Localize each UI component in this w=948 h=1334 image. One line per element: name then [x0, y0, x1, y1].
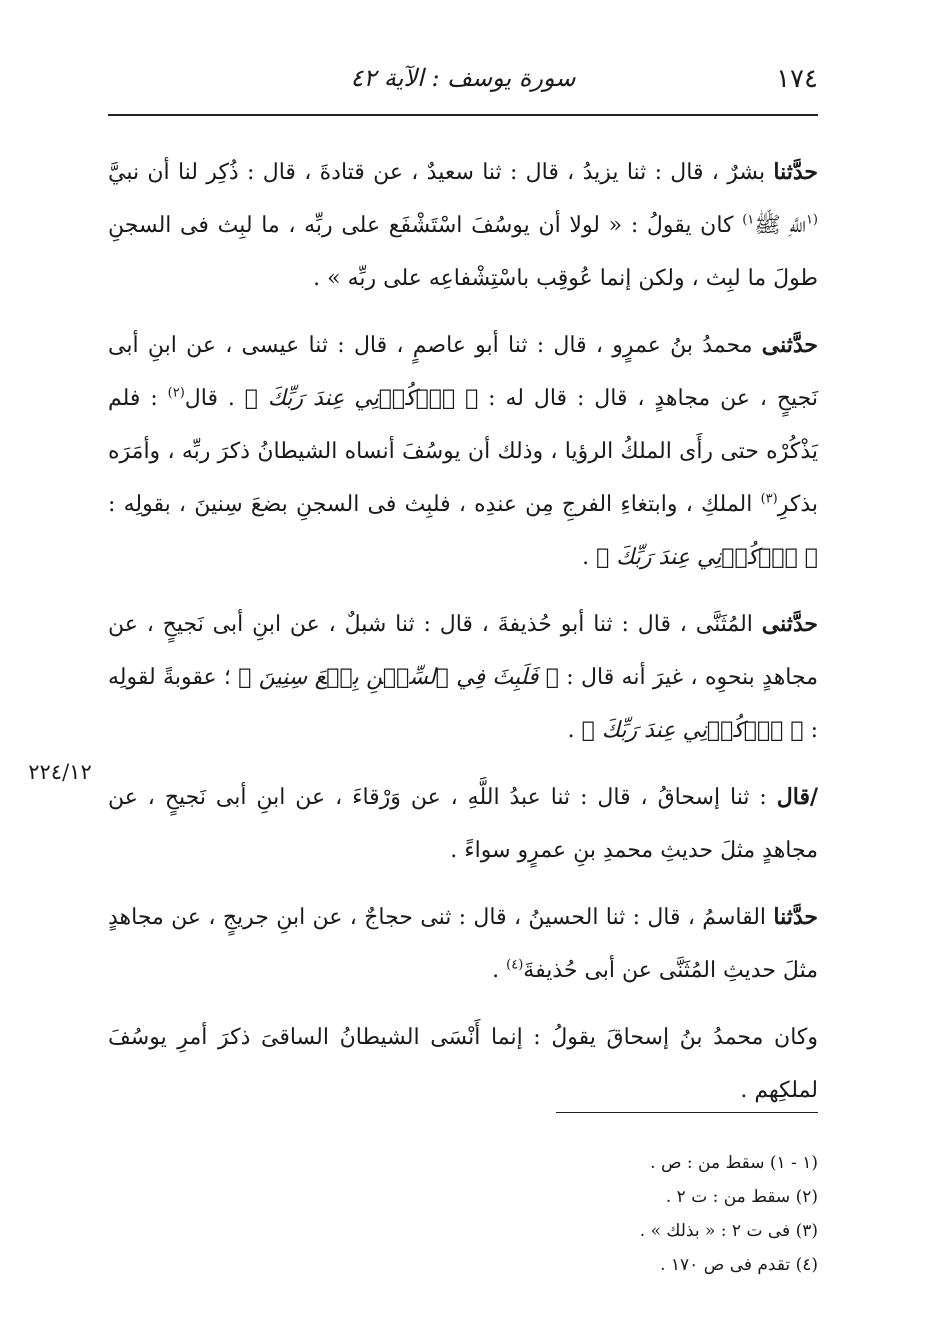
- margin-reference: ٢٢٤/١٢: [28, 760, 92, 784]
- footnotes: [108, 1146, 818, 1282]
- text-run: ؛ عقوبةً لقولِه :: [108, 665, 818, 743]
- text-run: .: [492, 958, 507, 983]
- quran-quote: ﴿ فَلَبِثَ فِي ٱلسِّجۡنِ بِضۡعَ سِنِينَ ﴾: [238, 665, 559, 690]
- footnote-marker: (٤): [506, 957, 524, 973]
- text-run: .: [582, 545, 597, 570]
- paragraph-3: [108, 598, 818, 757]
- footnote-marker: (٣): [760, 491, 778, 507]
- paragraph-5: [108, 891, 818, 997]
- footnote-marker: (١: [805, 212, 818, 228]
- paragraph-lead: /قال: [776, 784, 818, 810]
- text-run: اللَّهِ ﷺ: [754, 213, 806, 238]
- footnote: (٣) فى ت ٢ : « بذلك » .: [639, 1221, 818, 1241]
- quran-quote: ﴿ ٱذۡكُرۡنِي عِندَ رَبِّكَ ﴾: [581, 718, 804, 743]
- footnote-rule: [556, 1112, 818, 1113]
- text-run: . قال: [184, 386, 245, 411]
- footnote: (٤) تقدم فى ص ١٧٠ .: [660, 1255, 818, 1275]
- paragraph-2: [108, 319, 818, 584]
- page-number: ١٧٤: [776, 64, 818, 94]
- footnote-marker: (٢): [167, 385, 185, 401]
- main-text: [108, 146, 818, 1131]
- paragraph-6: [108, 1011, 818, 1117]
- text-run: : فلم يَذْكُرْه حتى رأَى الملكُ الرؤيا ، وذلك أن يوسُفَ أنساه الشيطانُ ذكرَ ربِّه ، وأمَرَه بذكرِ: [108, 386, 818, 517]
- header-rule: [108, 114, 818, 116]
- paragraph-4: [108, 771, 818, 877]
- text-run: .: [567, 718, 582, 743]
- paragraph-lead: حدَّثنى: [761, 611, 818, 637]
- paragraph-1: [108, 146, 818, 305]
- footnote: (٢) سقط من : ت ٢ .: [665, 1187, 818, 1207]
- quran-quote: ﴿ ٱذۡكُرۡنِي عِندَ رَبِّكَ ﴾: [596, 545, 818, 570]
- text-run: كان يقولُ : « لولا أن يوسُفَ اسْتَشْفَع على ربِّه ، ما لبِث فى السجنِ طولَ ما لبِث ، ولكن إنما عُوقِب باسْتِشْفاعِه على ربِّه » .: [108, 213, 818, 291]
- text-run: المُثَنَّى ، قال : ثنا أبو حُذيفةَ ، قال : ثنا شبلٌ ، عن ابنِ أبى نَجيحٍ ، عن مجاهدٍ بنحوِه ، غيرَ أنه قال :: [108, 612, 818, 690]
- text-run: بشرٌ ، قال : ثنا يزيدُ ، قال : ثنا سعيدٌ ، عن قتادةَ ، قال : ذُكِر لنا أن نبيَّ: [108, 160, 774, 185]
- running-header: [108, 62, 818, 102]
- header-title: سورة يوسف : الآية ٤٢: [350, 64, 576, 92]
- paragraph-lead: حدَّثنى: [761, 332, 818, 358]
- footnote: (١ - ١) سقط من : ص .: [650, 1153, 818, 1173]
- paragraph-lead: حدَّثنا: [773, 159, 818, 185]
- text-run: محمدُ بنُ عمرٍو ، قال : ثنا أبو عاصمٍ ، قال : ثنا عيسى ، عن ابنِ أبى نَجيحٍ ، عن مجاهدٍ ، قال : قال له :: [108, 333, 818, 411]
- footnote-marker: ١): [742, 212, 755, 228]
- text-run: الملكِ ، وابتغاءِ الفرجِ مِن عندِه ، فلبِث فى السجنِ بضعَ سِنينَ ، بقولِه :: [108, 492, 761, 517]
- paragraph-lead: حدَّثنا: [773, 904, 818, 930]
- quran-quote: ﴿ ٱذۡكُرۡنِي عِندَ رَبِّكَ ﴾: [244, 386, 479, 411]
- text-run: : ثنا إسحاقُ ، قال : ثنا عبدُ اللَّهِ ، عن وَرْقاءَ ، عن ابنِ أبى نَجيحٍ ، عن مجاهدٍ مثلَ حديثِ محمدِ بنِ عمرٍو سواءً .: [108, 785, 818, 863]
- text-run: القاسمُ ، قال : ثنا الحسينُ ، قال : ثنى حجاجٌ ، عن ابنِ جريجٍ ، عن مجاهدٍ مثلَ حديثِ المُثَنَّى عن أبى حُذيفةَ: [108, 905, 818, 983]
- text-run: وكان محمدُ بنُ إسحاقَ يقولُ : إنما أَنْسَى الشيطانُ الساقىَ ذكرَ أمرِ يوسُفَ لملكِهم .: [108, 1025, 818, 1103]
